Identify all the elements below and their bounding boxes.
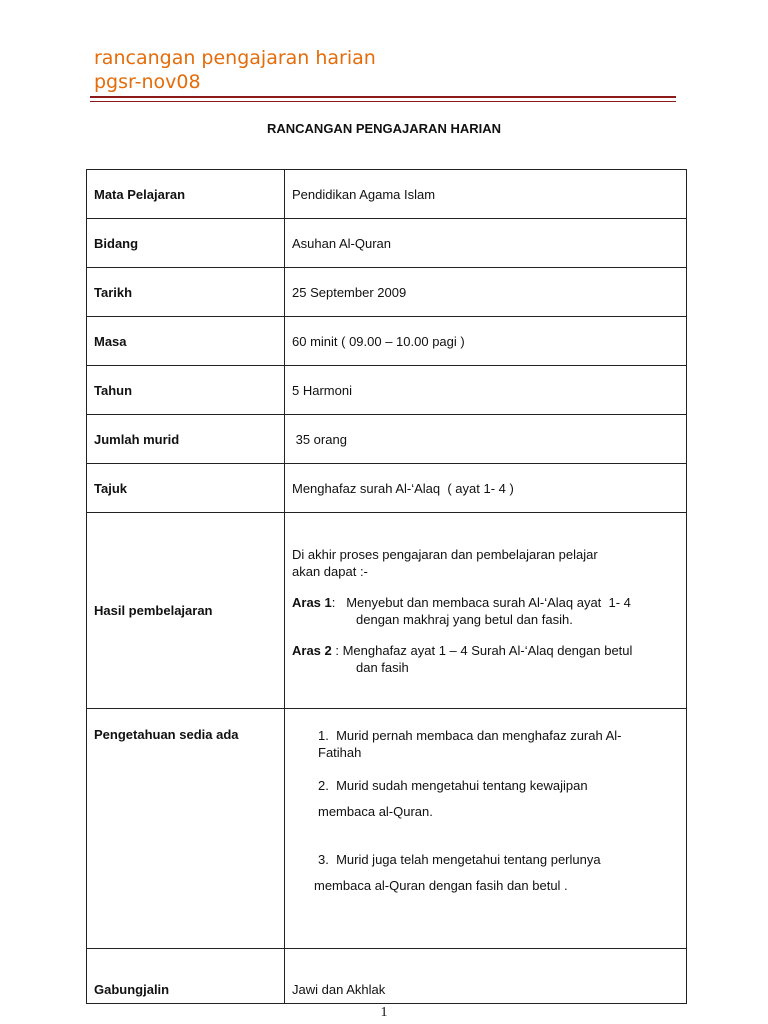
row-value: Asuhan Al-Quran bbox=[285, 219, 687, 268]
header-rule-thin bbox=[90, 101, 676, 102]
row-value: Menghafaz surah Al-‘Alaq ( ayat 1- 4 ) bbox=[285, 464, 687, 513]
list-item bbox=[292, 851, 679, 894]
row-label: Bidang bbox=[87, 219, 285, 268]
row-label: Tajuk bbox=[87, 464, 285, 513]
item-2-line-2: membaca al-Quran. bbox=[318, 804, 433, 819]
table-row bbox=[87, 268, 687, 317]
row-value: 5 Harmoni bbox=[285, 366, 687, 415]
row-label: Masa bbox=[87, 317, 285, 366]
header-line-1: rancangan pengajaran harian bbox=[94, 47, 376, 69]
table-row bbox=[87, 415, 687, 464]
row-label: Tahun bbox=[87, 366, 285, 415]
list-item bbox=[292, 777, 679, 820]
pengetahuan-content bbox=[285, 709, 687, 949]
row-value: 60 minit ( 09.00 – 10.00 pagi ) bbox=[285, 317, 687, 366]
aras-2-text: : Menghafaz ayat 1 – 4 Surah Al-‘Alaq dengan betul bbox=[331, 642, 633, 658]
aras-2-text-2: dan fasih bbox=[356, 659, 409, 675]
row-value: Jawi dan Akhlak bbox=[285, 949, 687, 1004]
row-label: Hasil pembelajaran bbox=[87, 513, 285, 709]
aras-2-line bbox=[292, 642, 679, 659]
aras-1-label: Aras 1 bbox=[292, 594, 332, 610]
row-label: Gabungjalin bbox=[87, 949, 285, 1004]
table-row-hasil bbox=[87, 513, 687, 709]
row-value: 35 orang bbox=[285, 415, 687, 464]
document-title: RANCANGAN PENGAJARAN HARIAN bbox=[266, 121, 501, 136]
aras-1-text-2: dengan makhraj yang betul dan fasih. bbox=[356, 611, 573, 627]
table-row bbox=[87, 464, 687, 513]
item-3-line-2: membaca al-Quran dengan fasih dan betul . bbox=[314, 878, 568, 893]
table-row bbox=[87, 170, 687, 219]
table-row bbox=[87, 219, 687, 268]
hasil-intro-2: akan dapat :- bbox=[292, 563, 368, 579]
item-3-line-1: 3. Murid juga telah mengetahui tentang perlunya bbox=[318, 852, 601, 867]
row-label: Tarikh bbox=[87, 268, 285, 317]
aras-2-label: Aras 2 bbox=[292, 642, 332, 658]
table-row-pengetahuan bbox=[87, 709, 687, 949]
item-2-line-1: 2. Murid sudah mengetahui tentang kewajipan bbox=[318, 778, 588, 793]
aras-1-line bbox=[292, 594, 679, 611]
hasil-content bbox=[285, 513, 687, 709]
row-label: Pengetahuan sedia ada bbox=[87, 709, 285, 949]
row-value: Pendidikan Agama Islam bbox=[285, 170, 687, 219]
page-number: 1 bbox=[380, 1005, 388, 1020]
hasil-intro-1: Di akhir proses pengajaran dan pembelajaran pelajar bbox=[292, 546, 598, 562]
header-line-2: pgsr-nov08 bbox=[94, 71, 201, 93]
table-row bbox=[87, 366, 687, 415]
item-1-line-2: Fatihah bbox=[318, 745, 362, 760]
row-value: 25 September 2009 bbox=[285, 268, 687, 317]
document-header bbox=[94, 46, 376, 94]
item-1-line-1: 1. Murid pernah membaca dan menghafaz zurah Al- bbox=[318, 728, 622, 743]
aras-1-text: : Menyebut dan membaca surah Al-‘Alaq ayat 1- 4 bbox=[331, 594, 631, 610]
row-label: Jumlah murid bbox=[87, 415, 285, 464]
table-row-gabungjalin bbox=[87, 949, 687, 1004]
table-row bbox=[87, 317, 687, 366]
lesson-plan-table bbox=[86, 169, 687, 1004]
row-label: Mata Pelajaran bbox=[87, 170, 285, 219]
list-item bbox=[292, 727, 679, 761]
header-rule-thick bbox=[90, 96, 676, 98]
